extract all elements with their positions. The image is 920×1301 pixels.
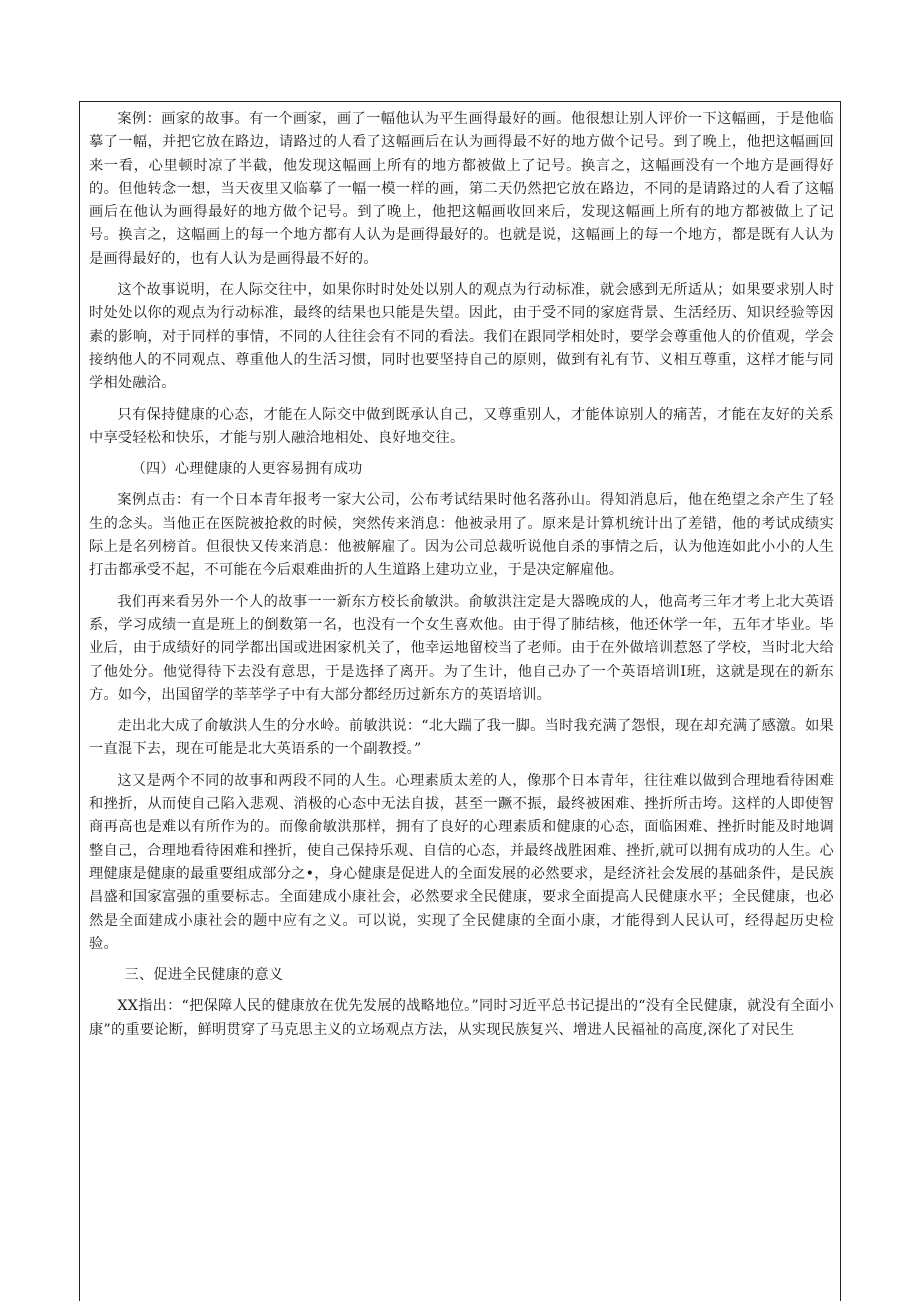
document-body bbox=[89, 108, 834, 1050]
section-heading-success: （四）心理健康的人更容易拥有成功 bbox=[131, 461, 363, 478]
paragraph-japanese-youth: 案例点击：有一个日本青年报考一家大公司，公布考试结果时他名落孙山。得知消息后，他在绝望之余产生了轻生的念头。当他正在医院被抢救的时候，突然传来消息：他被录用了。原来是计算机统计出了差错，他的考试成绩实际上是名列榜首。但很快又传来消息：他被解雇了。因为公司总裁听说他自杀的事情之后，认为他连如此小小的人生打击都承受不起，不可能在今后艰难曲折的人生道路上建功立业，于是决定解雇他。 bbox=[89, 492, 834, 579]
paragraph-yu-minhong: 我们再来看另外一个人的故事一一新东方校长俞敏洪。俞敏洪注定是大器晚成的人，他高考三年才考上北大英语系，学习成绩一直是班上的倒数第一名，也没有一个女生喜欢他。由于得了肺结核，他还休学一年，五年才毕业。毕业后，由于成绩好的同学都出国或进困家机关了，他幸运地留校当了老师。由于在外做培训惹怒了学校，当时北大给了他处分。他觉得待下去没有意思，于是选择了离开。为了生计，他自己办了一个英语培训I班，这就是现在的新东方。如今，出国留学的莘莘学子中有大部分都经历过新东方的英语培训。 bbox=[89, 593, 834, 703]
paragraph-turning-point: 走出北大成了俞敏洪人生的分水岭。前敏洪说：“北大踹了我一脚。当时我充满了怨恨，现在却充满了感激。如果一直混下去，现在可能是北大英语系的一个副教授。” bbox=[89, 718, 834, 758]
paragraph-painter-story: 案例：画家的故事。有一个画家，画了一幅他认为平生画得最好的画。他很想让别人评价一下这幅画，于是他临摹了一幅，并把它放在路边，请路过的人看了这幅画后在认为画得最不好的地方做个记号。到了晚上，他把这幅画回来一看，心里顿时凉了半截，他发现这幅画上所有的地方都被做上了记号。换言之，这幅画没有一个地方是画得好的。但他转念一想，当天夜里又临摹了一幅一模一样的画，第二天仍然把它放在路边，不同的是请路过的人看了这幅画后在他认为画得最好的地方做个记号。到了晚上，他把这幅画收回来后，发现这幅画上所有的地方都被做上了记号。换言之，这幅画上的每一个地方都有人认为是画得最好的。也就是说，这幅画上的每一个地方，都是既有人认为是画得最好的，也有人认为是画得最不好的。 bbox=[89, 111, 834, 267]
paragraph-story-meaning: 这个故事说明，在人际交往中，如果你时时处处以别人的观点为行动标准，就会感到无所适从；如果要求别人时时处处以你的观点为行动标准，最终的结果也只能是失望。因此，由于受不同的家庭背景、生活经历、知识经验等因素的影响，对于同样的事情，不同的人往往会有不同的看法。我们在跟同学相处时，要学会尊重他人的价值观，学会接纳他人的不同观点、尊重他人的生活习惯，同时也要坚持自己的原则，做到有礼有节、义相互尊重，这样才能与同学相处融洽。 bbox=[89, 282, 834, 392]
paragraph-healthy-mindset: 只有保持健康的心态，才能在人际交中做到既承认自己，又尊重别人，才能体谅别人的痛苦，才能在友好的关系中享受轻松和快乐，才能与别人融洽地相处、良好地交往。 bbox=[89, 406, 834, 446]
paragraph-xx-points-out: XX指出：“把保障人民的健康放在优先发展的战略地位。”同时习近平总书记提出的“没有全民健康，就没有全面小康”的重要论断，鲜明贯穿了马克思主义的立场观点方法，从实现民族复兴、增进人民福祉的高度,深化了对民生 bbox=[89, 998, 834, 1038]
section-heading-significance: 三、促进全民健康的意义 bbox=[124, 967, 284, 984]
document-frame bbox=[79, 101, 841, 1301]
paragraph-two-lives: 这又是两个不同的故事和两段不同的人生。心理素质太差的人，像那个日本青年，往往难以做到合理地看待困难和挫折，从而使自己陷入悲观、消极的心态中无法自拔，甚至一蹶不振，最终被困难、挫折所击垮。这样的人即使智商再高也是难以有所作为的。而像俞敏洪那样，拥有了良好的心理素质和健康的心态，面临困难、挫折时能及时地调整自己，合理地看待困难和挫折，使自己保持乐观、自信的心态，并最终战胜困难、挫折,就可以拥有成功的人生。心理健康是健康的最重要组成部分之•，身心健康是促进人的全面发展的必然要求，是经济社会发展的基础条件，是民族昌盛和国家富强的重要标志。全面建成小康社会，必然要求全民健康，要求全面提高人民健康水平；全民健康，也必然是全面建成小康社会的题中应有之义。可以说，实现了全民健康的全面小康，才能得到人民认可，经得起历史检验。 bbox=[89, 772, 834, 952]
